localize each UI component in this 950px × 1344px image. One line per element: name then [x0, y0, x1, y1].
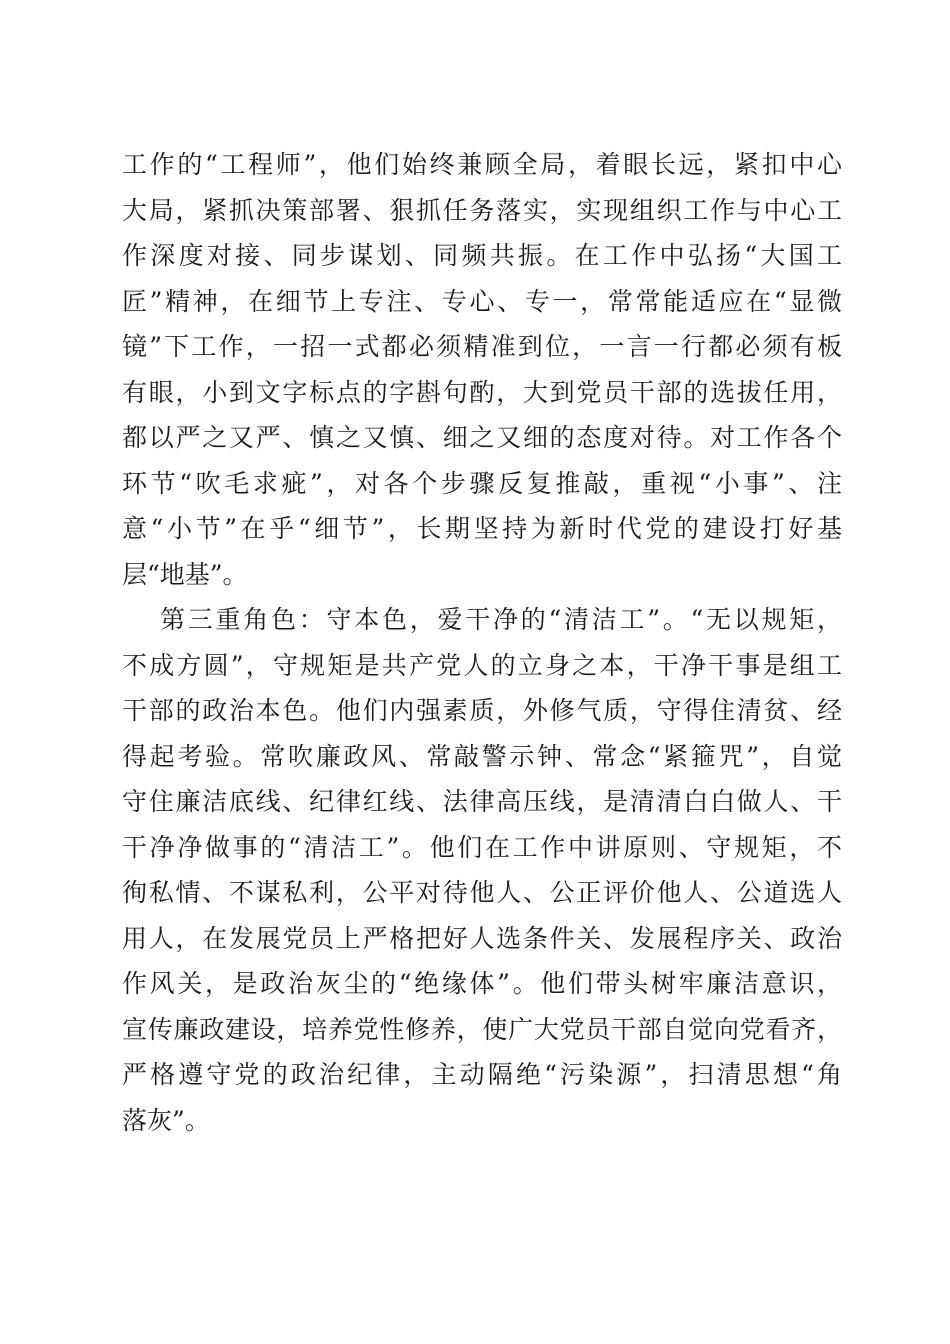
paragraph-end-line: 落灰”。 [122, 1105, 210, 1135]
text-line: 工作的“工程师”，他们始终兼顾全局，着眼长远，紧扣中心 [122, 150, 842, 179]
text-line: 环节“吹毛求疵”，对各个步骤反复推敲，重视“小事”、注 [122, 468, 842, 498]
text-line: 严格遵守党的政治纪律，主动隔绝“污染源”，扫清思想“角 [122, 1060, 842, 1089]
text-line: 干净净做事的“清洁工”。他们在工作中讲原则、守规矩，不 [122, 832, 842, 862]
paragraph-end-line: 层“地基”。 [122, 559, 248, 589]
text-line: 宣传廉政建设，培养党性修养，使广大党员干部自觉向党看齐， [122, 1014, 842, 1044]
body-text [122, 142, 842, 1143]
text-line: 用人，在发展党员上严格把好人选条件关、发展程序关、政治 [122, 923, 842, 953]
text-line: 意“小节”在乎“细节”，长期坚持为新时代党的建设打好基 [122, 514, 842, 543]
text-line: 作深度对接、同步谋划、同频共振。在工作中弘扬“大国工 [122, 241, 842, 270]
text-line: 镜”下工作，一招一式都必须精准到位，一言一行都必须有板 [122, 332, 842, 361]
paragraph-heading-line: 第三重角色：守本色，爱干净的“清洁工”。“无以规矩， [160, 605, 842, 634]
text-line: 作风关，是政治灰尘的“绝缘体”。他们带头树牢廉洁意识， [122, 969, 842, 998]
text-line: 干部的政治本色。他们内强素质，外修气质，守得住清贫、经 [122, 696, 842, 725]
text-line: 匠”精神，在细节上专注、专心、专一，常常能适应在“显微 [122, 286, 842, 316]
text-line: 得起考验。常吹廉政风、常敲警示钟、常念“紧箍咒”，自觉 [122, 741, 842, 771]
text-line: 有眼，小到文字标点的字斟句酌，大到党员干部的选拔任用， [122, 377, 842, 407]
text-line: 都以严之又严、慎之又慎、细之又细的态度对待。对工作各个 [122, 423, 842, 452]
text-line: 不成方圆”，守规矩是共产党人的立身之本，干净干事是组工 [122, 650, 842, 680]
text-line: 守住廉洁底线、纪律红线、法律高压线，是清清白白做人、干 [122, 787, 842, 816]
text-line: 徇私情、不谋私利，公平对待他人、公正评价他人、公道选人 [122, 878, 842, 907]
text-line: 大局，紧抓决策部署、狠抓任务落实，实现组织工作与中心工 [122, 195, 842, 225]
